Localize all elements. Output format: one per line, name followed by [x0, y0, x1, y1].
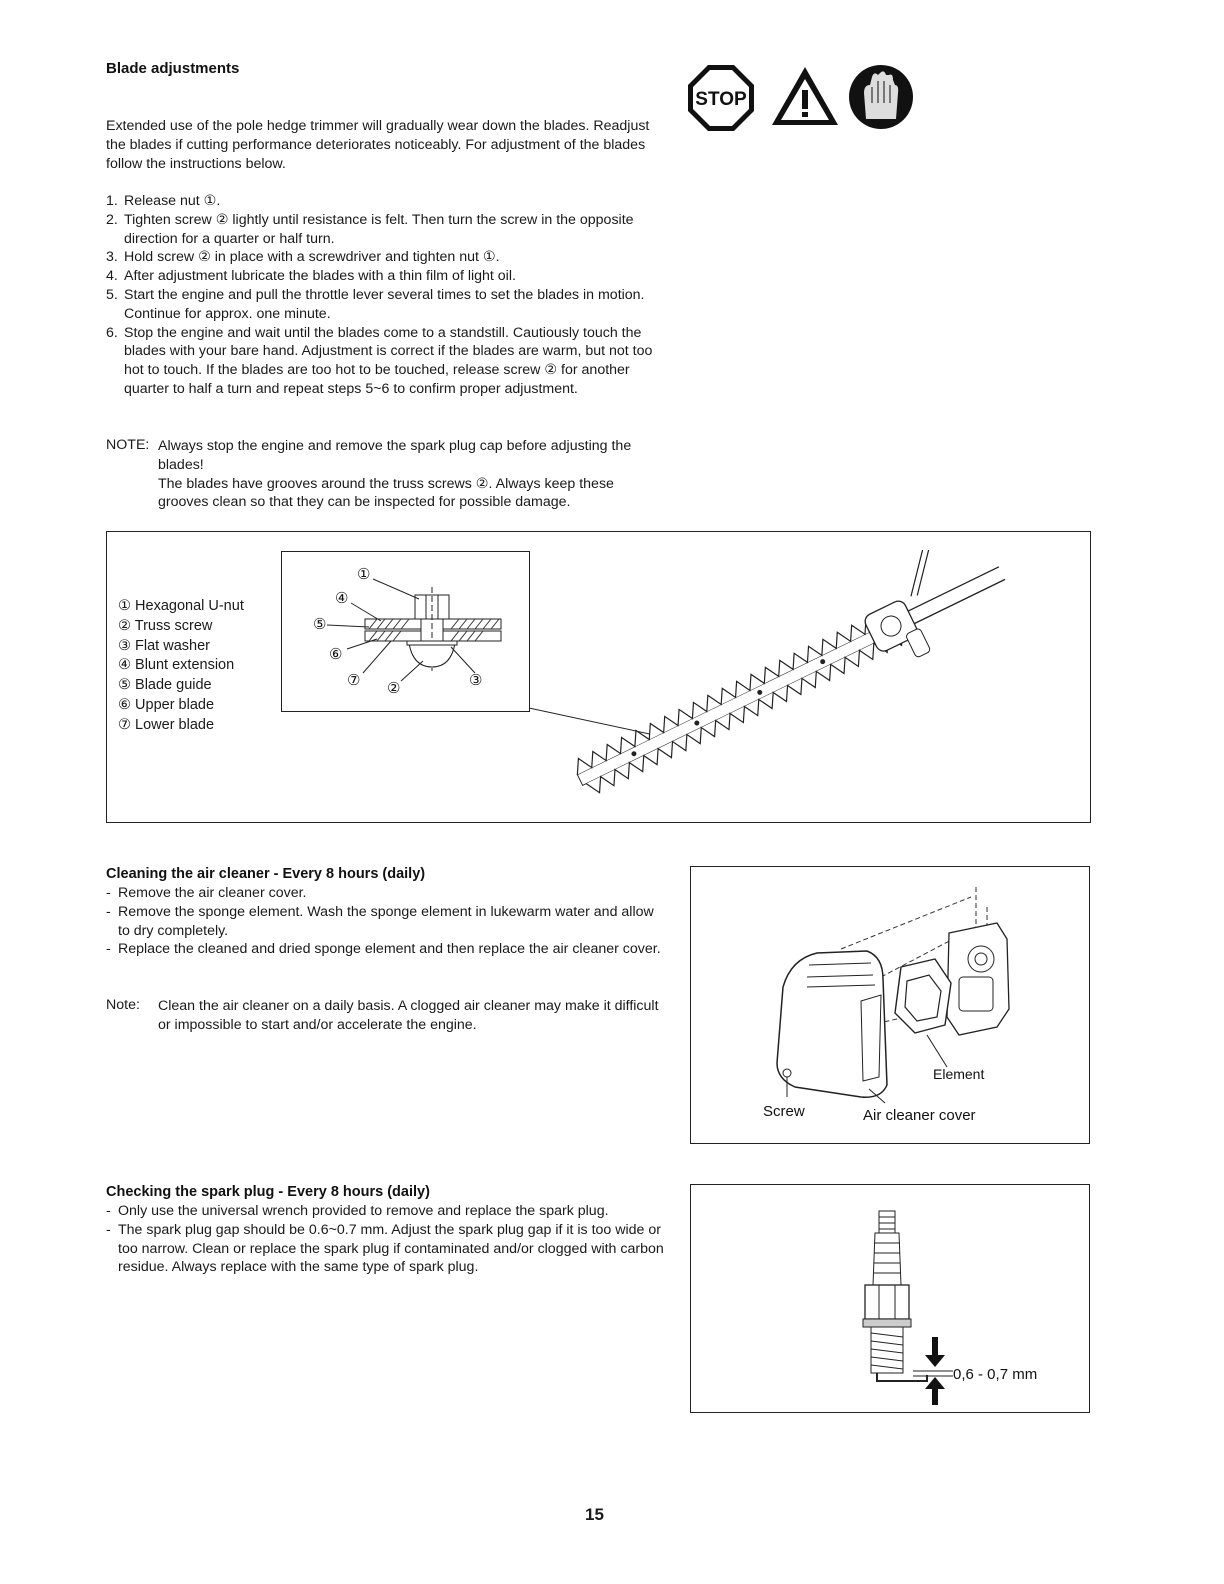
- page-number: 15: [585, 1505, 604, 1524]
- air-note-label: Note:: [106, 997, 140, 1013]
- air-cleaner-cover-label: Air cleaner cover: [863, 1107, 976, 1124]
- spark-section-title: Checking the spark plug - Every 8 hours (daily): [106, 1184, 430, 1200]
- note-line-2: The blades have grooves around the truss screws ②. Always keep these grooves clean so that they can be inspected for possible damage.: [158, 475, 614, 511]
- air-step: - Remove the air cleaner cover.: [106, 884, 661, 903]
- spark-plug-figure-box: [690, 1184, 1090, 1413]
- spark-step: - Only use the universal wrench provided to remove and replace the spark plug.: [106, 1202, 666, 1221]
- spark-gap-label: 0,6 - 0,7 mm: [953, 1366, 1038, 1383]
- step-1: 1. Release nut ①.: [106, 193, 221, 209]
- legend-item: ③ Flat washer: [118, 637, 210, 654]
- step-3: 3. Hold screw ② in place with a screwdriver and tighten nut ①.: [106, 249, 500, 266]
- callout-7: ⑦: [347, 672, 361, 689]
- callout-5: ⑤: [313, 616, 327, 633]
- air-note-text: Clean the air cleaner on a daily basis. A clogged air cleaner may make it difficult or impossible to start and/or accelerate the engine.: [158, 998, 659, 1033]
- stop-icon-text: STOP: [695, 89, 747, 110]
- warning-icons: [686, 63, 926, 135]
- air-cleaner-illustration: [691, 867, 1089, 1143]
- note-label: NOTE:: [106, 437, 150, 453]
- air-step: - Remove the sponge element. Wash the sponge element in lukewarm water and allow to dry completely.: [106, 903, 661, 941]
- spark-plug-illustration: [691, 1185, 1089, 1412]
- legend-item: ⑦ Lower blade: [118, 716, 215, 733]
- legend-item: ① Hexagonal U-nut: [118, 598, 244, 614]
- stop-icon: [688, 65, 754, 131]
- gloves-icon: [849, 65, 913, 129]
- step-5: 5. Start the engine and pull the throttle lever several times to set the blades in motion. Continue for approx. one minute.: [106, 286, 645, 322]
- spark-steps: [106, 1202, 666, 1277]
- blade-cross-section-detail: [281, 551, 531, 713]
- air-step: - Replace the cleaned and dried sponge element and then replace the air cleaner cover.: [106, 940, 661, 959]
- legend-item: ⑤ Blade guide: [118, 677, 212, 694]
- callout-6: ⑥: [329, 646, 343, 663]
- callout-4: ④: [335, 590, 349, 607]
- warning-triangle-icon: [772, 67, 838, 125]
- air-cleaner-figure-box: [690, 866, 1090, 1144]
- blade-section-title: Blade adjustments: [106, 60, 240, 77]
- blade-intro: Extended use of the pole hedge trimmer will gradually wear down the blades. Readjust the blades if cutting performance deteriorates noticeably. For adjustment of the blades follow the instructions below.: [106, 118, 650, 172]
- spark-step: - The spark plug gap should be 0.6~0.7 mm. Adjust the spark plug gap if it is too wide or too narrow. Clean or replace the spark plug if contaminated and/or clogged with carbon residue. Always replace with the same type of spark plug.: [106, 1221, 666, 1277]
- legend-item: ⑥ Upper blade: [118, 696, 215, 713]
- note-line-1: Always stop the engine and remove the spark plug cap before adjusting the blades!: [158, 438, 632, 473]
- blade-note: [106, 437, 666, 512]
- callout-1: ①: [357, 566, 371, 583]
- air-steps: [106, 884, 661, 959]
- air-section-title: Cleaning the air cleaner - Every 8 hours (daily): [106, 866, 426, 882]
- step-6: 6. Stop the engine and wait until the blades come to a standstill. Cautiously touch the blades with your bare hand. Adjustment is correct if the blades are warm, but not too hot to touch. If the blades are too hot to be touched, release screw ② for another quarter to half a turn and repeat steps 5~6 to confirm proper adjustment.: [106, 324, 653, 397]
- callout-3: ③: [469, 672, 483, 689]
- screw-label: Screw: [763, 1103, 805, 1120]
- hedge-trimmer-blade-illustration: [560, 550, 1040, 805]
- legend-item: ④ Blunt extension: [118, 657, 235, 674]
- blade-steps: [106, 192, 661, 399]
- step-4: 4. After adjustment lubricate the blades with a thin film of light oil.: [106, 268, 516, 285]
- element-label: Element: [933, 1066, 985, 1082]
- air-note: [106, 997, 661, 1035]
- callout-2: ②: [387, 680, 401, 697]
- legend-item: ② Truss screw: [118, 617, 213, 634]
- blade-parts-legend: [118, 597, 244, 736]
- step-2: 2. Tighten screw ② lightly until resistance is felt. Then turn the screw in the opposite direction for a quarter or half turn.: [106, 211, 634, 247]
